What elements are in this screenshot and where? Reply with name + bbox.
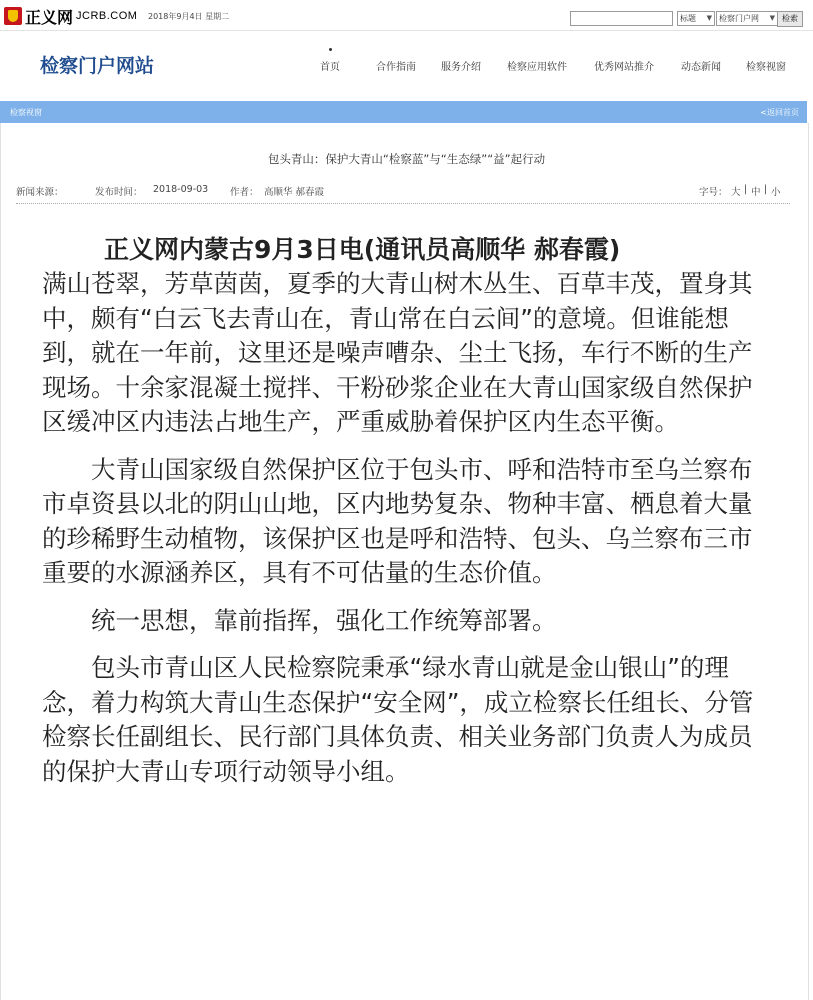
breadcrumb[interactable]: 检察视窗 bbox=[10, 108, 42, 117]
fontsize-separator: | bbox=[744, 184, 748, 195]
article-title: 包头青山：保护大青山“检察蓝”与“生态绿”“益”起行动 bbox=[267, 152, 546, 166]
fontsize-large-link[interactable]: 大 bbox=[731, 187, 741, 198]
fontsize-separator: | bbox=[764, 184, 768, 195]
logo-emblem-icon bbox=[4, 7, 22, 25]
search-field-value: 标题 bbox=[680, 14, 696, 23]
chevron-down-icon: ▼ bbox=[769, 14, 775, 22]
nav-item-news[interactable]: 动态新闻 bbox=[681, 62, 721, 73]
search-input[interactable] bbox=[570, 11, 673, 26]
fontsize-small-link[interactable]: 小 bbox=[771, 187, 781, 198]
active-nav-indicator bbox=[329, 48, 332, 51]
search-field-select[interactable] bbox=[677, 11, 715, 26]
logo-text-cn: 正义网 bbox=[25, 7, 74, 27]
site-title[interactable]: 检察门户网站 bbox=[40, 55, 155, 77]
article-paragraph: 大青山国家级自然保护区位于包头市、呼和浩特市至乌兰察布市卓资县以北的阴山山地，区内地势复杂、物种丰富、栖息着大量的珍稀野生动植物，该保护区也是呼和浩特、包头、乌兰察布三市重要的水源涵养区，具有不可估量的生态价值。 bbox=[42, 454, 753, 587]
site-logo[interactable] bbox=[4, 7, 137, 25]
main-nav bbox=[0, 58, 813, 74]
chevron-down-icon: ▼ bbox=[706, 14, 712, 22]
date-label: 发布时间： bbox=[95, 187, 143, 198]
article-meta bbox=[0, 184, 813, 200]
article-paragraph: 包头市青山区人民检察院秉承“绿水青山就是金山银山”的理念，着力构筑大青山生态保护“安全网”，成立检察长任组长、分管检察长任副组长、民行部门具体负责、相关业务部门负责人为成员的保护大青山专项行动领导小组。 bbox=[42, 653, 754, 786]
author-value: 高顺华 郝春霞 bbox=[264, 187, 325, 198]
article-paragraph: 统一思想，靠前指挥，强化工作统筹部署。 bbox=[91, 605, 557, 635]
search-scope-value: 检察门户网 bbox=[719, 14, 759, 23]
fontsize-label: 字号： bbox=[699, 187, 728, 198]
top-utility-bar bbox=[0, 0, 813, 31]
nav-item-software[interactable]: 检察应用软件 bbox=[507, 62, 567, 73]
nav-item-home[interactable]: 首页 bbox=[320, 62, 340, 73]
source-label: 新闻来源： bbox=[16, 187, 64, 198]
search-scope-select[interactable] bbox=[716, 11, 778, 26]
back-home-link[interactable]: <返回首页 bbox=[760, 108, 799, 117]
logo-text-en: JCRB.COM bbox=[76, 10, 138, 22]
nav-item-cooperation[interactable]: 合作指南 bbox=[376, 62, 416, 73]
article-paragraph: 满山苍翠，芳草茵茵，夏季的大青山树木丛生、百草丰茂，置身其中，颇有“白云飞去青山在，青山常在白云间”的意境。但谁能想到，就在一年前，这里还是噪声嘈杂、尘土飞扬，车行不断的生产现场。十余家混凝土搅拌、干粉砂浆企业在大青山国家级自然保护区缓冲区内违法占地生产，严重威胁着保护区内生态平衡。 bbox=[42, 269, 753, 436]
date-value: 2018-09-03 bbox=[153, 184, 209, 195]
site-header bbox=[0, 31, 813, 99]
author-label: 作者： bbox=[230, 187, 259, 198]
current-date: 2018年9月4日 星期二 bbox=[148, 12, 230, 21]
nav-item-services[interactable]: 服务介绍 bbox=[441, 62, 481, 73]
nav-item-window[interactable]: 检察视窗 bbox=[746, 62, 786, 73]
breadcrumb-bar bbox=[0, 101, 807, 123]
article-dateline: 正义网内蒙古9月3日电(通讯员高顺华 郝春霞) bbox=[104, 235, 621, 264]
meta-divider bbox=[16, 203, 790, 204]
fontsize-medium-link[interactable]: 中 bbox=[751, 187, 761, 198]
article-body bbox=[42, 232, 772, 802]
nav-item-recommended-sites[interactable]: 优秀网站推介 bbox=[594, 62, 654, 73]
search-button[interactable]: 检索 bbox=[777, 11, 803, 27]
